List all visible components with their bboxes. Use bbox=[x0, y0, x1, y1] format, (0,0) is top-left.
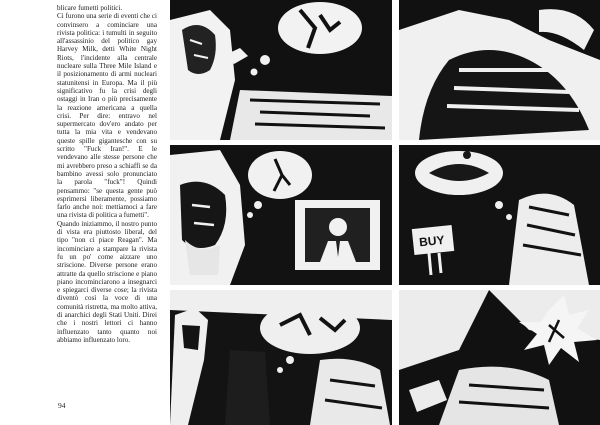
comic-panel-4 bbox=[399, 145, 600, 285]
panel-1-art bbox=[170, 0, 392, 140]
panel-3-art bbox=[170, 145, 392, 285]
panel-5-art bbox=[170, 290, 392, 425]
comic-panel-5 bbox=[170, 290, 392, 425]
page-number: 94 bbox=[58, 401, 66, 410]
paragraph-3: Quando iniziammo, il nostro punto di vista era piuttosto liberal, del tipo "non ci piace Reagan". Ma incominciare a stampare la rivista fu un po' come aizzare uno striscione. Diverse persone erano attratte da quello striscione e piano piano incominciarono a insegnarci e spiegarci diverse cose; la rivista diventò così la voce di una comunità ristretta, ma molto attiva, di anarchici degli Stati Uniti. Direi che i nostri lettori ci hanno influenzato tanto quanto noi abbiamo influenzato loro. bbox=[57, 219, 157, 344]
comic-panel-2 bbox=[399, 0, 600, 140]
article-text bbox=[57, 4, 157, 344]
panel-2-art bbox=[399, 0, 600, 140]
comic-panel-6 bbox=[399, 290, 600, 425]
comic-page bbox=[170, 0, 600, 425]
panel-4-art bbox=[399, 145, 600, 285]
panel-6-art bbox=[399, 290, 600, 425]
paragraph-1: blicare fumetti politici. bbox=[57, 4, 123, 12]
comic-panel-1 bbox=[170, 0, 392, 140]
comic-panel-3 bbox=[170, 145, 392, 285]
paragraph-2: Ci furono una serie di eventi che ci convinsero a cominciare una rivista politica: i tumulti in seguito all'assassinio del politico gay Harvey Milk, detti White Night Riots, l'incidente alla centrale nucleare sulla Three Mile Island e il posizionamento di armi nucleari statunitensi in Europa. Ma il più significativo fu la crisi degli ostaggi in Iran o più precisamente la reazione americana a quella crisi. Per dire: entravo nel supermercato dov'ero andato per tutta la mia vita e vendevano queste spille gigantesche con su scritto "Fuck Iran!". E le vendevano alle stesse persone che mi avrebbero preso a schiaffi se da bambino avessi solo pronunciato la parola "fuck"! Quindi pensammo: "se questa gente può esprimersi liberamente, possiamo farlo anche noi: mettiamoci a fare una rivista di politica a fumetti". bbox=[57, 12, 157, 220]
buy-sign-text: BUY bbox=[418, 232, 446, 250]
